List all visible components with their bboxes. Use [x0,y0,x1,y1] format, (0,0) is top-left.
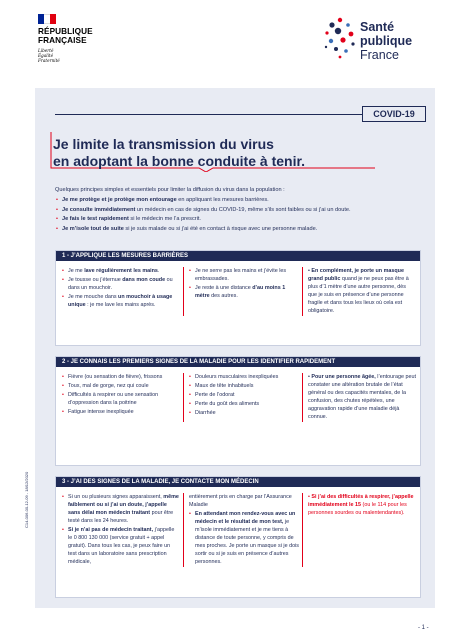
paragraph: • En complément, je porte un masque grand public quand je ne peux pas être à plus d’1 mètre d’une autre personne, dès que je suis en présence d’une personne fragile et dans tous les lieux où cela est obligatoire. [308,268,409,314]
paragraph: • Pour une personne âgée, l’entourage peut constater une altération brutale de l’état général ou des capacités mentales, de la confusion, des chutes répétées, une aggravation rapide d’une maladie déjà connue. [308,374,416,420]
section-column [183,373,299,422]
list-item: • Si un ou plusieurs signes apparaissent, même faiblement ou si j’ai un doute, j’appelle sans délai mon médecin traitant pour être testé dans les 24 heures. [62,493,180,525]
list-item: • Je me mouche dans un mouchoir à usage unique : je me lave les mains après. [62,293,180,309]
republic-line-1: RÉPUBLIQUE [38,27,93,36]
motto-fraternite: Fraternité [38,58,60,63]
motto-egalite: Égalité [38,53,54,58]
headline-line-2: en adoptant la bonne conduite à tenir. [53,153,306,169]
principle-item: • Je fais le test rapidement si le médecin me l’a prescrit. [55,215,425,224]
divider [55,114,362,115]
section-column [183,493,299,567]
list-item: • Douleurs musculaires inexpliquées [189,373,299,381]
intro-lead: Quelques principes simples et essentiels pour limiter la diffusion du virus dans la population : [55,187,285,193]
section-first-signs [55,356,421,466]
list-item: • Je reste à une distance d’au moins 1 mètre des autres. [189,284,299,300]
section-contact-doctor [55,476,421,598]
list-item: • Perte du goût des aliments [189,400,299,408]
section-column [302,267,416,316]
motto-liberte: Liberté [38,48,54,53]
republique-francaise-logo [38,14,118,63]
section-barrier-measures [55,250,421,346]
list-item: • Fatigue intense inexpliquée [62,408,180,416]
page-number: - 1 - [418,625,429,631]
list-item: • Fièvre (ou sensation de fièvre), frissons [62,373,180,381]
spf-line-2: publique [360,34,413,48]
republic-line-2: FRANÇAISE [38,36,87,45]
section-column [62,493,180,567]
spf-dots-icon [322,16,358,60]
intro-principles [55,186,425,234]
principle-item: • Je consulte immédiatement un médecin en cas de signes du COVID-19, même s’ils sont faibles ou si j’ai un doute. [55,206,425,215]
headline [53,136,383,170]
list-item: • Je ne serre pas les mains et j’évite les embrassades. [189,267,299,283]
list-item: • Maux de tête inhabituels [189,382,299,390]
section-column [302,493,416,567]
section-column [62,267,180,316]
paragraph: • Si j’ai des difficultés à respirer, j’appelle immédiatement le 15 (ou le 114 pour les personnes sourdes ou malentendantes). [308,494,414,516]
section-title: 1 - J’APPLIQUE LES MESURES BARRIÈRES [56,251,420,261]
list-item: • Diarrhée [189,409,299,417]
list-item: • Je tousse ou j’éternue dans mon coude ou dans un mouchoir. [62,276,180,292]
content-panel [35,88,435,608]
section-column [302,373,416,422]
list-item: • Je me lave régulièrement les mains. [62,267,180,275]
covid-badge: COVID-19 [362,106,426,122]
spf-line-1: Santé [360,20,395,34]
principle-item: • Je m’isole tout de suite si je suis malade ou si j’ai été en contact à risque avec une personne malade. [55,225,425,234]
sante-publique-france-logo [322,16,432,76]
document-reference-code: C14-006-00-12-09 - 18/12/2020 [24,471,29,528]
section-column [62,373,180,422]
list-item: • Perte de l’odorat [189,391,299,399]
section-title: 3 - J’AI DES SIGNES DE LA MALADIE, JE CONTACTE MON MÉDECIN [56,477,420,487]
spf-line-3: France [360,48,399,62]
section-title: 2 - JE CONNAIS LES PREMIERS SIGNES DE LA MALADIE POUR LES IDENTIFIER RAPIDEMENT [56,357,420,367]
list-item: • Difficultés à respirer ou une sensation d’oppression dans la poitrine [62,391,180,407]
list-item: • Toux, mal de gorge, nez qui coule [62,382,180,390]
marianne-flag-icon [38,14,118,24]
list-item: • Si je n’ai pas de médecin traitant, j’appelle le 0 800 130 000 (service gratuit + appel gratuit). Dans tous les cas, je peux faire un test dans un laboratoire sans prescription médicale, [62,526,180,566]
headline-line-1: Je limite la transmission du virus [53,136,274,152]
principle-item: • Je me protège et je protège mon entourage en appliquant les mesures barrières. [55,196,425,205]
paragraph: entièrement pris en charge par l’Assurance Maladie [189,494,292,508]
section-column [183,267,299,316]
list-item: • En attendant mon rendez-vous avec un médecin et le résultat de mon test, je m’isole immédiatement et je me tiens à distance de toute personne, y compris de mes proches. Je porte un masque si je dois sortir ou si je suis en présence d’autres personnes. [189,510,299,566]
